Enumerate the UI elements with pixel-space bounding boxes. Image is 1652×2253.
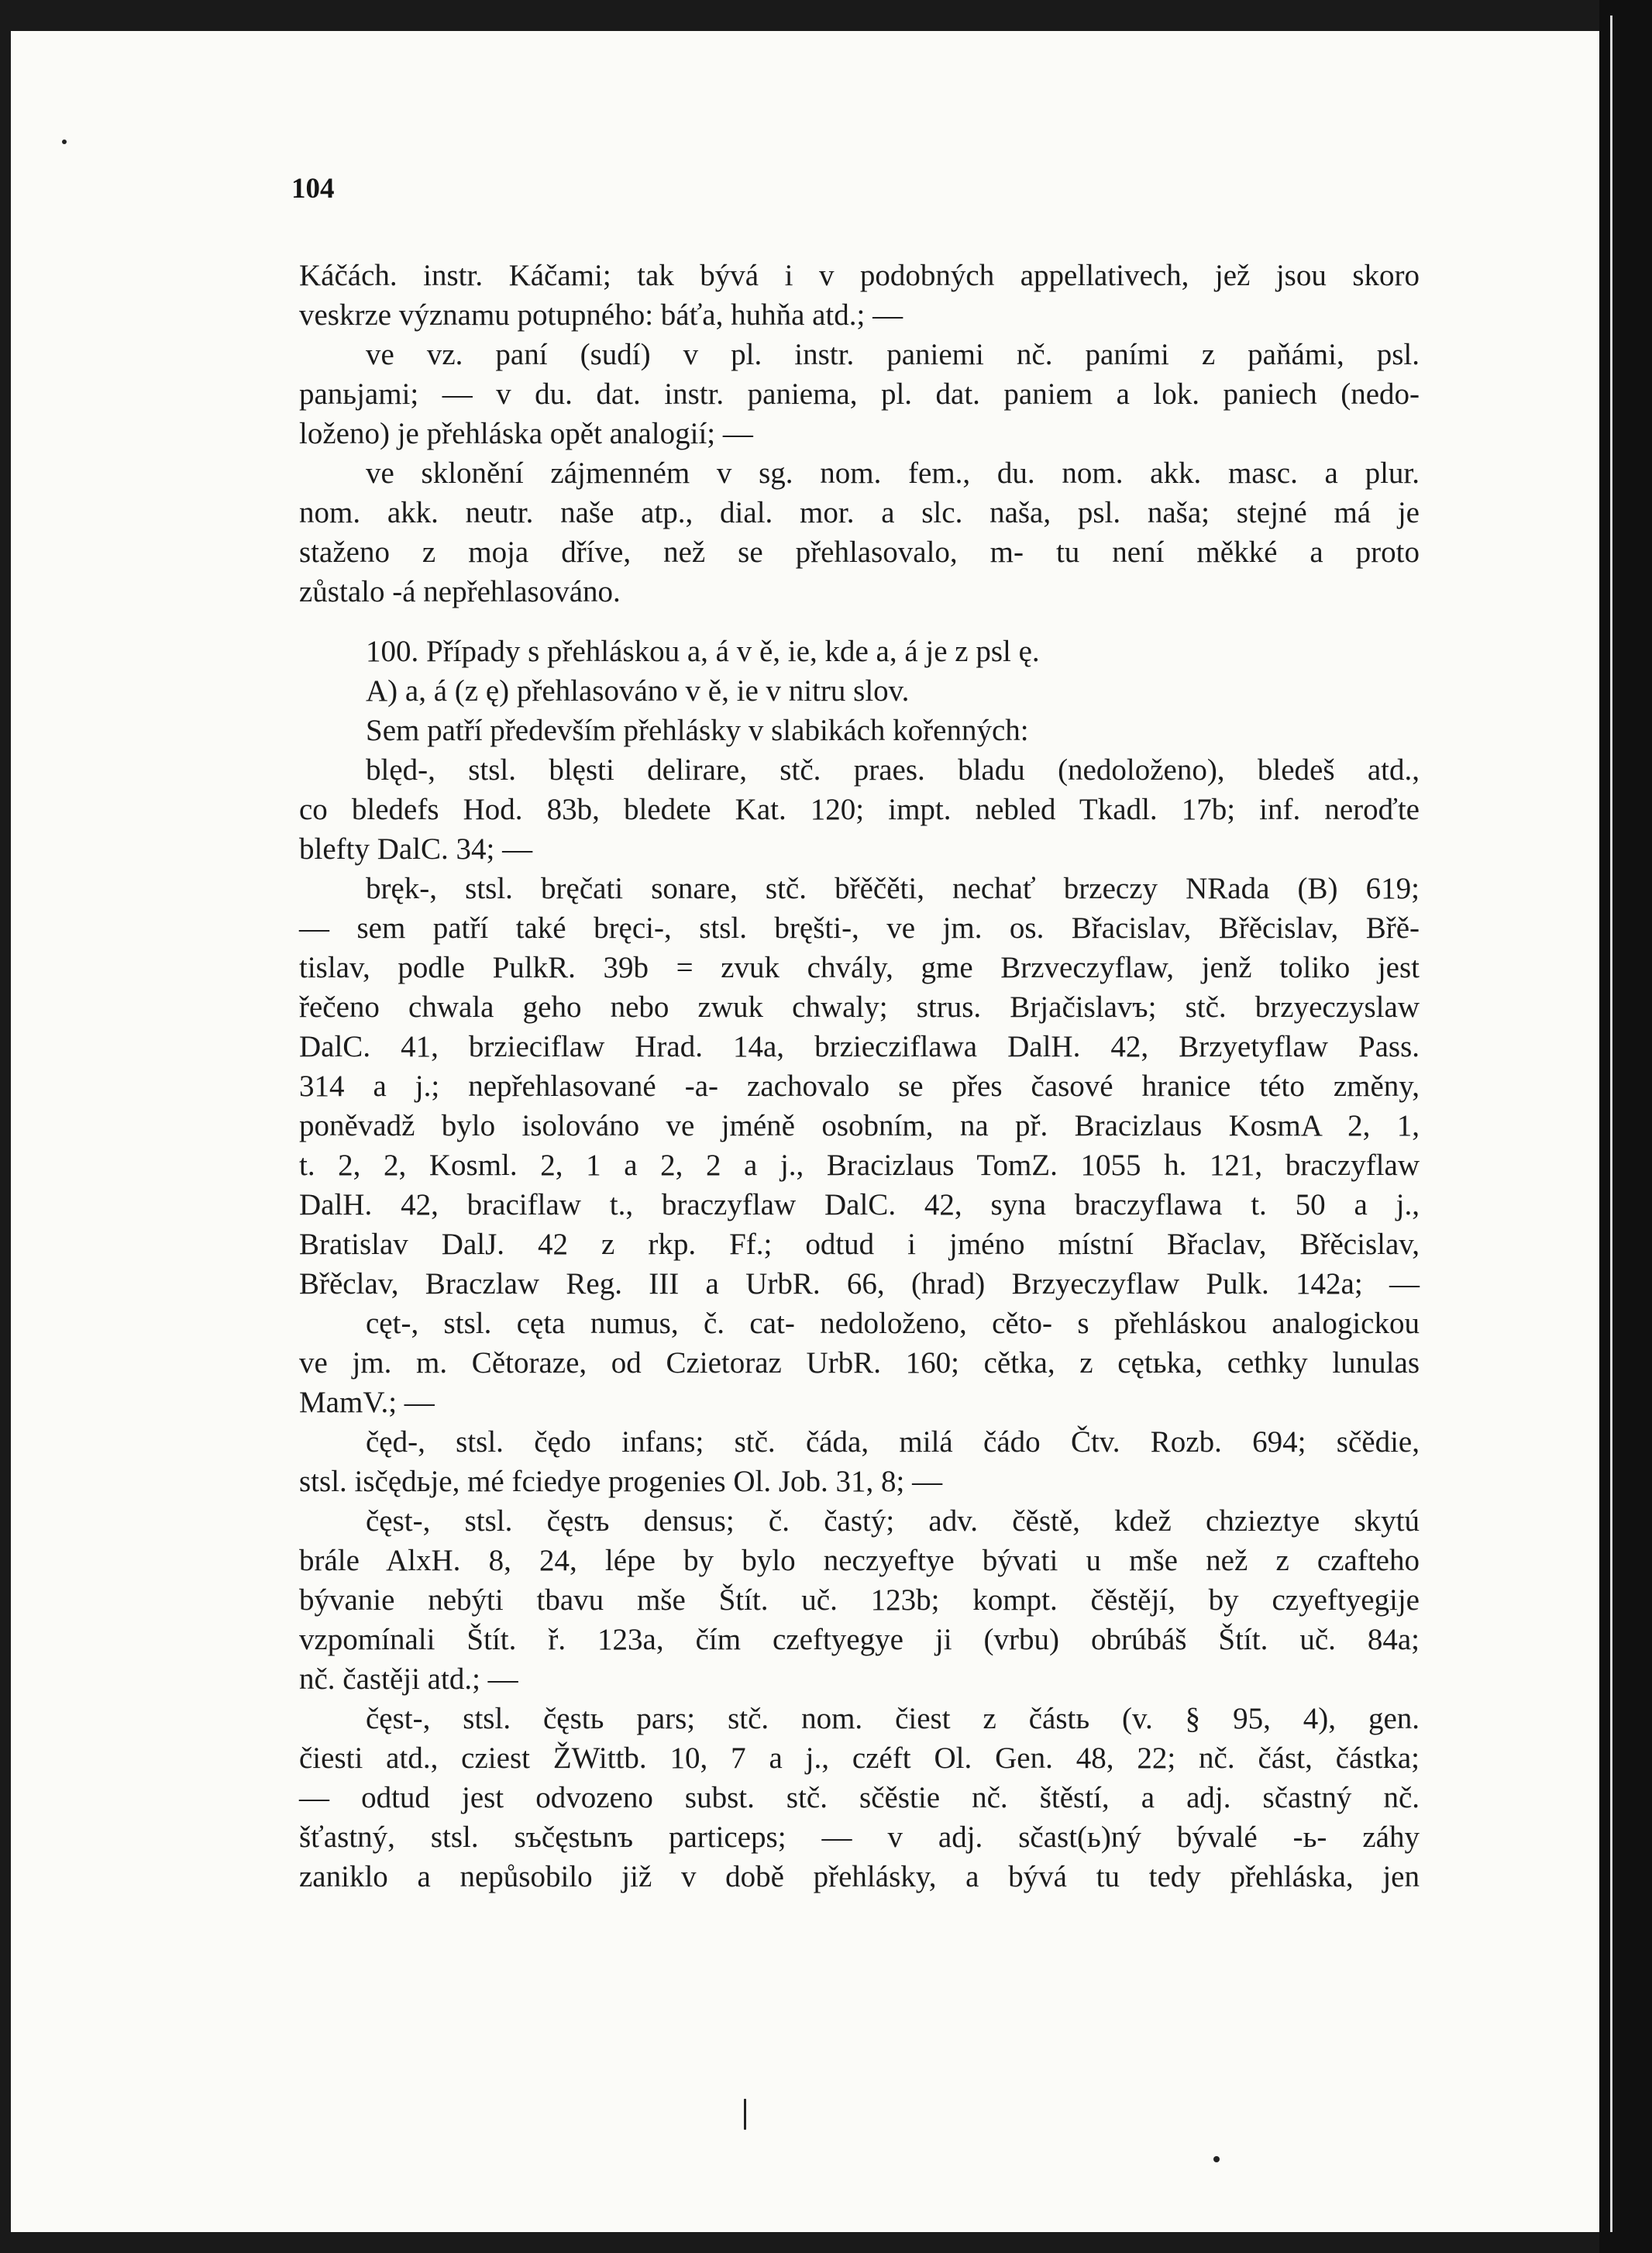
text-line: čęst-, stsl. čęstь pars; stč. nom. čiest z částь (v. § 95, 4), gen.: [366, 1702, 1420, 1735]
text-line: bývanie nebýti tbavu mše Štít. uč. 123b; kompt. čěstějí, by czyeftyegije: [299, 1583, 1420, 1617]
text-line: zaniklo a nepůsobilo již v době přehlásky, a bývá tu tedy přehláska, jen: [299, 1860, 1420, 1893]
text-line: DalH. 42, braciflaw t., braczyflaw DalC. 42, syna braczyflawa t. 50 a j.,: [299, 1188, 1420, 1221]
text-line: čiesti atd., cziest ŽWittb. 10, 7 a j., czéft Ol. Gen. 48, 22; nč. část, částka;: [299, 1741, 1420, 1775]
scan-speck: [744, 2099, 746, 2130]
text-line: stsl. isčędьje, mé fciedye progenies Ol. Job. 31, 8; —: [299, 1465, 943, 1498]
text-line: řečeno chwala geho nebo zwuk chwaly; strus. Brjačislavъ; stč. brzyeczyslaw: [299, 990, 1420, 1024]
text-line: cęt-, stsl. cęta numus, č. cat- nedoloženo, cěto- s přehláskou analogickou: [366, 1307, 1420, 1340]
text-line: 314 a j.; nepřehlasované -a- zachovalo se přes časové hranice této změny,: [299, 1070, 1420, 1103]
text-line: Sem patří především přehlásky v slabikách kořenných:: [366, 714, 1029, 747]
text-line: nč. častěji atd.; —: [299, 1662, 518, 1696]
text-line: Břěclav, Braczlaw Reg. III a UrbR. 66, (hrad) Brzyeczyflaw Pulk. 142a; —: [299, 1267, 1420, 1300]
text-line: vzpomínali Štít. ř. 123a, čím czeftyegye ji (vrbu) obrúbáš Štít. uč. 84a;: [299, 1623, 1420, 1656]
text-line: ve vz. paní (sudí) v pl. instr. paniemi nč. paními z paňámi, psl.: [366, 338, 1420, 371]
text-line: MamV.; —: [299, 1386, 435, 1419]
text-line: bręk-, stsl. bręčati sonare, stč. břěčěti, nechať brzeczy NRada (B) 619;: [366, 872, 1420, 905]
text-line: poněvadž bylo isolováno ve jméně osobním, na př. Bracizlaus KosmA 2, 1,: [299, 1109, 1420, 1142]
text-line: čęst-, stsl. čęstъ densus; č. častý; adv. čěstě, kdež chzieztye skytú: [366, 1504, 1420, 1538]
paragraph-gap: [299, 611, 1420, 632]
text-line: tislav, podle PulkR. 39b = zvuk chvály, gme Brzveczyflaw, jenž toliko jest: [299, 951, 1420, 984]
text-line: nom. akk. neutr. naše atp., dial. mor. a slc. naša, psl. naša; stejné má je: [299, 496, 1420, 529]
text-line: brále AlxH. 8, 24, lépe by bylo neczyeftye bývati u mše než z czafteho: [299, 1544, 1420, 1577]
text-line: co bledefs Hod. 83b, bledete Kat. 120; impt. nebled Tkadl. 17b; inf. neroďte: [299, 793, 1420, 826]
text-line: staženo z moja dříve, než se přehlasovalo, m- tu není měkké a proto: [299, 536, 1420, 569]
text-line: t. 2, 2, Kosml. 2, 1 a 2, 2 a j., Bracizlaus TomZ. 1055 h. 121, braczyflaw: [299, 1149, 1420, 1182]
dark-page-edge: [1599, 0, 1652, 2253]
text-line: veskrze významu potupného: báťa, huhňa atd.; —: [299, 298, 903, 332]
text-line: blefty DalC. 34; —: [299, 832, 533, 866]
text-line: 100. Případy s přehláskou a, á v ě, ie, kde a, á je z psl ę.: [366, 635, 1040, 668]
text-line: zůstalo -á nepřehlasováno.: [299, 575, 621, 608]
text-line: čęd-, stsl. čędo infans; stč. čáda, milá čádo Čtv. Rozb. 694; sčědie,: [366, 1425, 1420, 1459]
text-line: Káčách. instr. Káčami; tak bývá i v podobných appellativech, jež jsou skoro: [299, 259, 1420, 292]
text-line: DalC. 41, brzieciflaw Hrad. 14a, brziecziflawa DalH. 42, Brzyetyflaw Pass.: [299, 1030, 1420, 1063]
text-line: ve jm. m. Cětoraze, od Czietoraz UrbR. 160; cětka, z cętьka, cethky lunulas: [299, 1346, 1420, 1380]
text-line: ve sklonění zájmenném v sg. nom. fem., du. nom. akk. masc. a plur.: [366, 456, 1420, 490]
scan-speck: [62, 140, 67, 144]
page-edge-line: [1610, 16, 1612, 2232]
text-line: panьjami; — v du. dat. instr. paniema, pl. dat. paniem a lok. paniech (nedo-: [299, 377, 1420, 411]
text-line: blęd-, stsl. blęsti delirare, stč. praes. bladu (nedoloženo), bledeš atd.,: [366, 753, 1420, 787]
text-line: — sem patří také bręci-, stsl. bręšti-, ve jm. os. Břacislav, Břěcislav, Břě-: [299, 911, 1420, 945]
page-number: 104: [291, 173, 335, 205]
text-line: Bratislav DalJ. 42 z rkp. Ff.; odtud i jméno místní Břaclav, Břěcislav,: [299, 1228, 1420, 1261]
text-line: loženo) je přehláska opět analogií; —: [299, 417, 753, 450]
text-line: šťastný, stsl. sъčęstьnъ particeps; — v adj. sčast(ь)ný bývalé -ь- záhy: [299, 1821, 1420, 1854]
text-line: — odtud jest odvozeno subst. stč. sčěstie nč. štěstí, a adj. sčastný nč.: [299, 1781, 1420, 1814]
text-line: A) a, á (z ę) přehlasováno v ě, ie v nitru slov.: [366, 674, 910, 708]
body-text: [299, 256, 1420, 1896]
scan-speck: [1213, 2156, 1220, 2162]
